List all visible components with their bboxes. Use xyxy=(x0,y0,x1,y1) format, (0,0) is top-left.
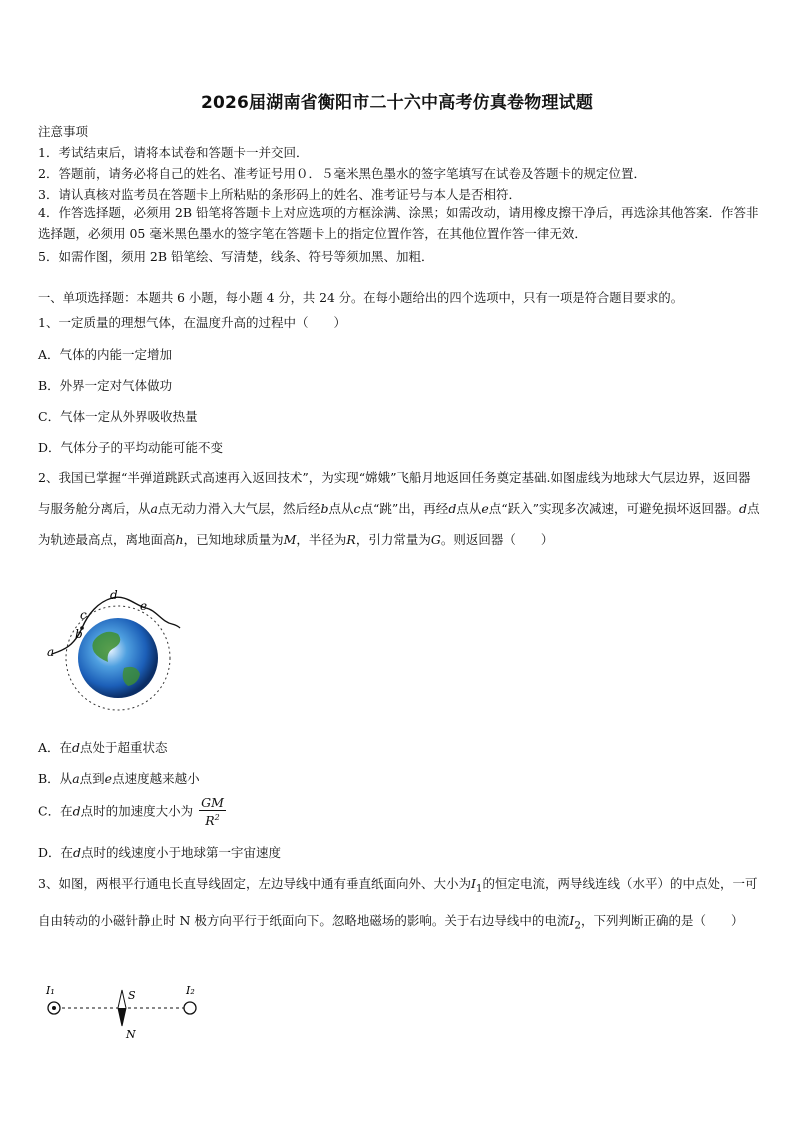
acceleration-fraction: $\frac{GM}{R^2}$ xyxy=(201,795,224,829)
q1-option-b: B．外界一定对气体做功 xyxy=(38,378,173,393)
q2-option-c: C．在d点时的加速度大小为 $\frac{GM}{R^2}$ xyxy=(38,795,224,829)
q2-option-d: D．在d点时的线速度小于地球第一宇宙速度 xyxy=(38,845,282,860)
label-s: S xyxy=(128,989,136,1002)
q3-figure xyxy=(40,980,210,1042)
notice-item-3: 3．请认真核对监考员在答题卡上所粘贴的条形码上的姓名、准考证号与本人是否相符． xyxy=(38,187,521,202)
q1-option-a: A．气体的内能一定增加 xyxy=(38,347,173,362)
label-a: a xyxy=(47,645,55,659)
notice-heading: 注意事项 xyxy=(38,124,89,139)
label-i1: I₁ xyxy=(46,984,55,997)
label-c: c xyxy=(80,608,87,622)
q2-option-b: B．从a点到e点速度越来越小 xyxy=(38,771,200,786)
notice-item-1: 1．考试结束后，请将本试卷和答题卡一并交回． xyxy=(38,145,309,160)
section-heading: 一、单项选择题：本题共 6 小题，每小题 4 分，共 24 分。在每小题给出的四个选项中，只有一项是符合题目要求的。 xyxy=(38,291,683,305)
label-b: b xyxy=(75,627,83,641)
notice-item-4: 4．作答选择题，必须用 2B 铅笔将答题卡上对应选项的方框涂满、涂黑；如需改动，请用橡皮擦干净后，再选涂其他答案．作答非选择题，必须用 05 毫米黑色墨水的签字笔在答题卡上的指定位置作答，在其他位置作答一律无效． xyxy=(38,205,759,241)
notice-item-2: 2．答题前，请务必将自己的姓名、准考证号用０．５毫米黑色墨水的签字笔填写在试卷及答题卡的规定位置． xyxy=(38,166,646,181)
q1-stem: 1、一定质量的理想气体，在温度升高的过程中（ ） xyxy=(38,315,346,330)
q3-stem: 3、如图，两根平行通电长直导线固定，左边导线中通有垂直纸面向外、大小为$I_1$的恒定电流，两导线连线（水平）的中点处，一可自由转动的小磁针静止时 N 极方向平行于纸面向下。忽略地磁场的影响。关于右边导线中的电流$I_2$，下列判断正确的是（ ） xyxy=(38,876,758,931)
compass-north-half xyxy=(118,1008,126,1026)
q2-figure xyxy=(44,588,184,724)
q1-option-d: D．气体分子的平均动能可能不变 xyxy=(38,440,224,455)
label-n: N xyxy=(126,1028,136,1041)
left-wire-dot xyxy=(52,1006,56,1010)
label-i2: I₂ xyxy=(186,984,195,997)
q2-stem: 2、我国已掌握“半弹道跳跃式高速再入返回技术”，为实现“嫦娥”飞船月地返回任务奠定基础.如图虚线为地球大气层边界，返回器与服务舱分离后，从a点无动力滑入大气层，然后经b点从c点“跳”出，再经d点从e点“跃入”实现多次减速，可避免损坏返回器。d点为轨迹最高点，离地面高h，已知地球质量为M，半径为R，引力常量为G。则返回器（ ） xyxy=(38,470,760,547)
q2-option-a: A．在d点处于超重状态 xyxy=(38,740,168,755)
earth xyxy=(78,618,158,698)
label-d: d xyxy=(110,588,118,602)
right-wire-icon xyxy=(184,1002,196,1014)
page-title: 2026届湖南省衡阳市二十六中高考仿真卷物理试题 xyxy=(200,93,594,113)
q1-option-c: C．气体一定从外界吸收热量 xyxy=(38,409,198,424)
label-e: e xyxy=(140,599,148,613)
notice-item-5: 5．如需作图，须用 2B 铅笔绘、写清楚，线条、符号等须加黑、加粗． xyxy=(38,249,434,264)
